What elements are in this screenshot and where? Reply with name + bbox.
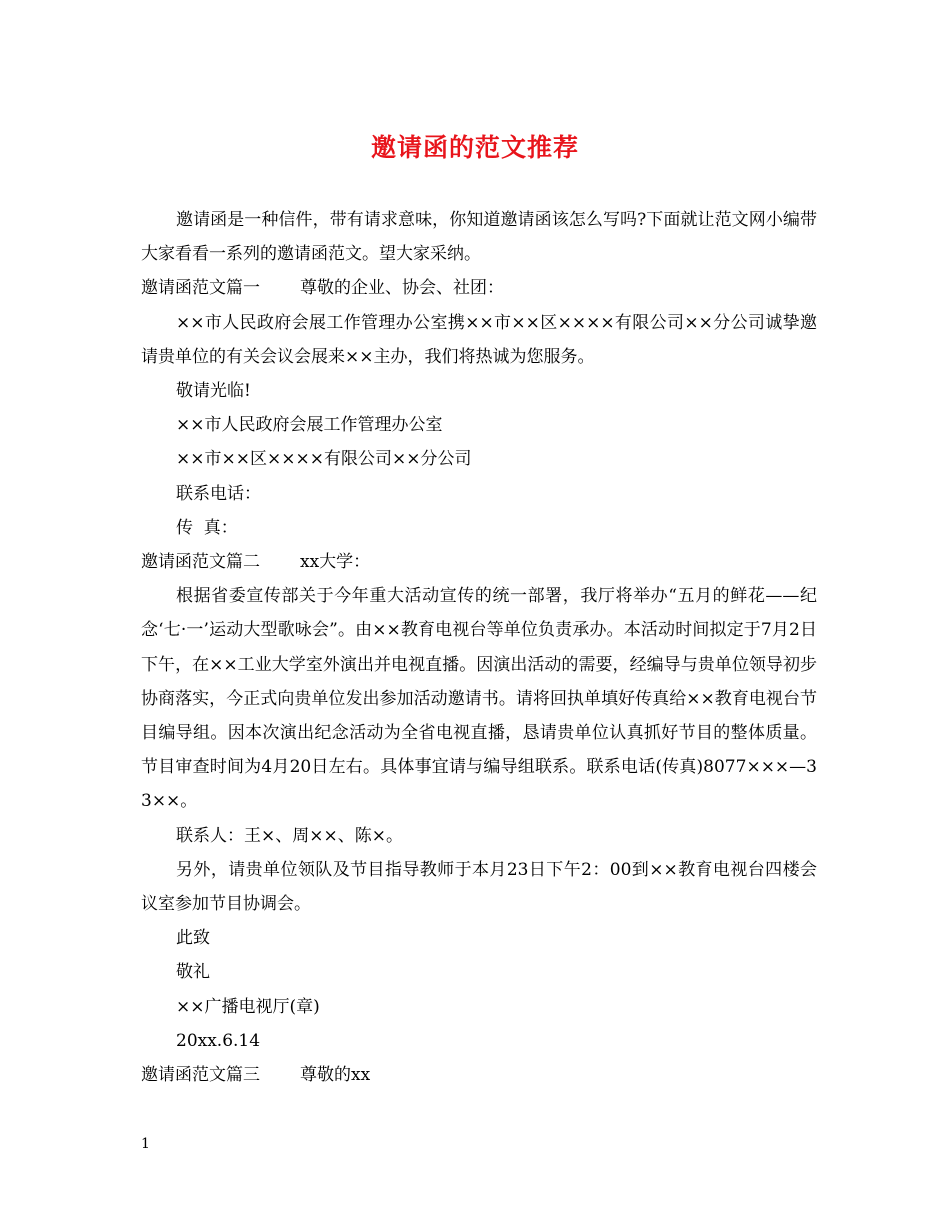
section2-closing2: 敬礼: [176, 962, 210, 983]
section1-signer2: ××市××区××××有限公司××分公司: [176, 449, 472, 470]
intro-paragraph: 邀请函是一种信件，带有请求意味，你知道邀请函该怎么写吗?下面就让范文网小编带大家看看一系列的邀请函范文。望大家采纳。: [141, 210, 817, 265]
section2-heading-line: [141, 545, 817, 579]
section1-salutation: 尊敬的企业、协会、社团：: [300, 278, 504, 299]
section2-heading: 邀请函范文篇二: [141, 552, 260, 573]
section1-fax: 传 真：: [176, 517, 238, 538]
section1-heading: 邀请函范文篇一: [141, 278, 260, 299]
section3-heading: 邀请函范文篇三: [141, 1065, 260, 1086]
section2-date: 20xx.6.14: [176, 1030, 261, 1051]
page-number: 1: [141, 1136, 150, 1152]
document-body: [141, 203, 817, 1092]
section1-phone: 联系电话：: [176, 483, 261, 504]
section2-closing1: 此致: [176, 928, 210, 949]
section1-body: ××市人民政府会展工作管理办公室携××市××区××××有限公司××分公司诚挚邀请贵单位的有关会议会展来××主办，我们将热诚为您服务。: [141, 312, 817, 367]
section1-closing: 敬请光临!: [176, 381, 251, 402]
document-title: 邀请函的范文推荐: [370, 133, 579, 162]
section1-signer1: ××市人民政府会展工作管理办公室: [176, 415, 443, 436]
section2-salutation: xx大学：: [300, 552, 371, 573]
section2-body: 根据省委宣传部关于今年重大活动宣传的统一部署，我厅将举办“五月的鲜花——纪念‘七·一’运动大型歌咏会”。由××教育电视台等单位负责承办。本活动时间拟定于7月2日下午，在××工业大学室外演出并电视直播。因演出活动的需要，经编导与贵单位领导初步协商落实，今正式向贵单位发出参加活动邀请书。请将回执单填好传真给××教育电视台节目编导组。因本次演出纪念活动为全省电视直播，恳请贵单位认真抓好节目的整体质量。节目审查时间为4月20日左右。具体事宜请与编导组联系。联系电话(传真)8077×××—33××。: [141, 586, 817, 812]
section2-contacts: 联系人：王×、周××、陈×。: [176, 825, 403, 846]
section2-extra: 另外，请贵单位领队及节目指导教师于本月23日下午2：00到××教育电视台四楼会议室参加节目协调会。: [141, 859, 817, 915]
section3-salutation: 尊敬的xx: [300, 1065, 371, 1086]
section2-signer: ××广播电视厅(章): [176, 996, 320, 1017]
section3-heading-line: [141, 1058, 817, 1092]
section1-heading-line: [141, 271, 817, 305]
